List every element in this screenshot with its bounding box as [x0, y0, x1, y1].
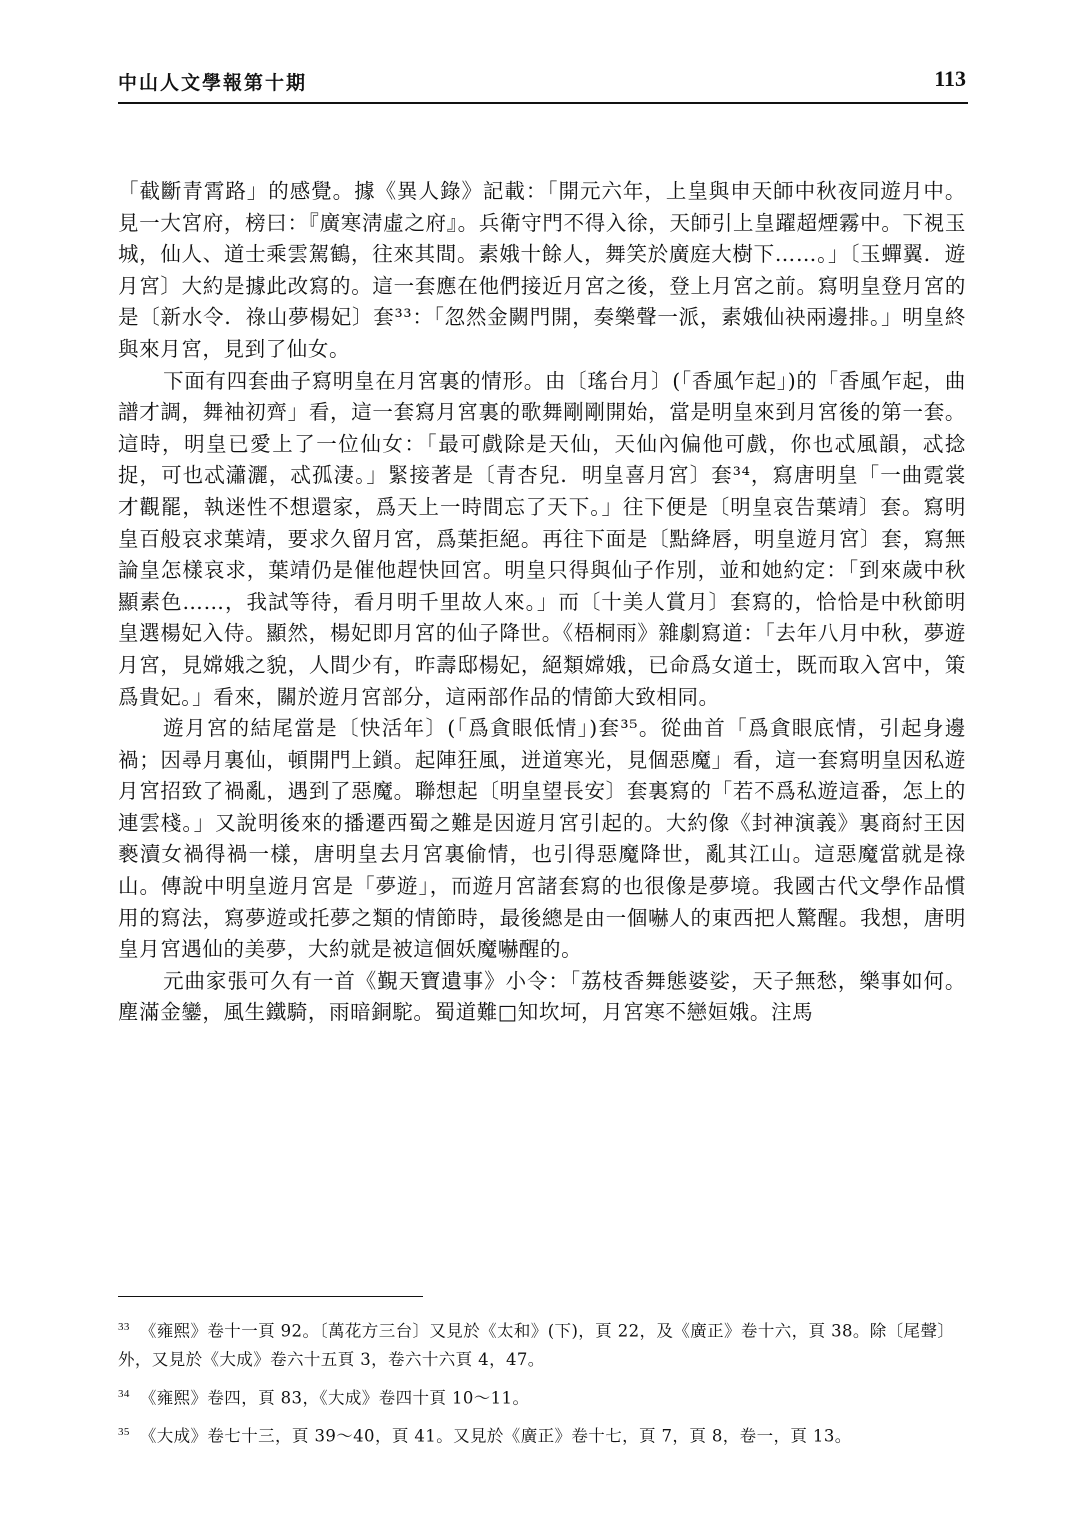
body-text	[118, 176, 966, 1029]
footnote-number: 33	[118, 1321, 130, 1333]
footnote-text: 《大成》卷七十三，頁 39～40，頁 41。又見於《廣正》卷十七，頁 7，頁 8，卷一，頁 13。	[139, 1426, 852, 1446]
footnote-divider	[118, 1296, 423, 1297]
paragraph-2: 下面有四套曲子寫明皇在月宮裏的情形。由〔瑤台月〕(「香風乍起」)的「香風乍起，曲譜才調，舞袖初齊」看，這一套寫月宮裏的歌舞剛剛開始，當是明皇來到月宮後的第一套。這時，明皇已愛上了一位仙女：「最可戲除是天仙，天仙內偏他可戲，你也忒風韻，忒捻捉，可也忒瀟灑，忒孤淒。」緊接著是〔青杏兒．明皇喜月宮〕套³⁴，寫唐明皇「一曲霓裳才觀罷，執迷性不想還家，爲天上一時間忘了天下。」往下便是〔明皇哀告葉靖〕套。寫明皇百般哀求葉靖，要求久留月宮，爲葉拒絕。再往下面是〔點絳唇，明皇遊月宮〕套，寫無論皇怎樣哀求，葉靖仍是催他趕快回宮。明皇只得與仙子作別，並和她約定：「到來歲中秋顯素色……，我試等待，看月明千里故人來。」而〔十美人賞月〕套寫的，恰恰是中秋節明皇選楊妃入侍。顯然，楊妃即月宮的仙子降世。《梧桐雨》雜劇寫道：「去年八月中秋，夢遊月宮，見嫦娥之貌，人間少有，昨壽邸楊妃，絕類嫦娥，已命爲女道士，既而取入宮中，策爲貴妃。」看來，關於遊月宮部分，這兩部作品的情節大致相同。	[118, 368, 966, 709]
running-head	[118, 66, 968, 104]
paragraph-3: 遊月宮的結尾當是〔快活年〕(「爲貪眼低情」)套³⁵。從曲首「爲貪眼底情，引起身邊禍；因尋月裏仙，頓開門上鎖。起陣狂風，迸道寒光，見個惡魔」看，這一套寫明皇因私遊月宮招致了禍亂，遇到了惡魔。聯想起〔明皇望長安〕套裏寫的「若不爲私遊這番，怎上的連雲棧。」又說明後來的播遷西蜀之難是因遊月宮引起的。大約像《封神演義》裏商紂王因褻瀆女禍得禍一樣，唐明皇去月宮裏偷情，也引得惡魔降世，亂其江山。這惡魔當就是祿山。傳說中明皇遊月宮是「夢遊」，而遊月宮諸套寫的也很像是夢境。我國古代文學作品慣用的寫法，寫夢遊或托夢之類的情節時，最後總是由一個嚇人的東西把人驚醒。我想，唐明皇月宮遇仙的美夢，大約就是被這個妖魔嚇醒的。	[118, 716, 966, 962]
footnote-number: 35	[118, 1426, 130, 1438]
footnote-33	[118, 1313, 966, 1374]
footnote-text: 《雍熙》卷十一頁 92。〔萬花方三台〕又見於《太和》(下)，頁 22，及《廣正》卷十六，頁 38。除〔尾聲〕外，又見於《大成》卷六十五頁 3，卷六十六頁 4，47。	[118, 1321, 955, 1369]
footnote-number: 34	[118, 1387, 130, 1400]
paragraph-1: 「截斷青霄路」的感覺。據《異人錄》記載：「開元六年，上皇與申天師中秋夜同遊月中。見一大宮府，榜曰：『廣寒淸虛之府』。兵衛守門不得入徐，天師引上皇躍超煙霧中。下視玉城，仙人、道士乘雲駕鶴，往來其間。素娥十餘人，舞笑於廣庭大樹下……。」〔玉蟬翼．遊月宮〕大約是據此改寫的。這一套應在他們接近月宮之後，登上月宮之前。寫明皇登月宮的是〔新水令．祿山夢楊妃〕套³³：「忽然金闕門開，奏樂聲一派，素娥仙袂兩邊排。」明皇終與來月宮，見到了仙女。	[118, 179, 966, 361]
footnotes	[118, 1296, 966, 1451]
footnote-text: 《雍熙》卷四，頁 83，《大成》卷四十頁 10～11。	[139, 1388, 530, 1407]
page-number: 113	[934, 66, 966, 91]
journal-title: 中山人文學報第十期	[118, 72, 308, 94]
footnote-34	[118, 1380, 966, 1413]
paragraph-4: 元曲家張可久有一首《覲天寶遺事》小令：「荔枝香舞態婆娑，天子無愁，樂事如何。塵滿金鑾，風生鐵騎，雨暗銅駝。蜀道難□知坎坷，月宮寒不戀姮娥。注馬	[118, 968, 966, 1025]
footnote-35	[118, 1418, 966, 1451]
